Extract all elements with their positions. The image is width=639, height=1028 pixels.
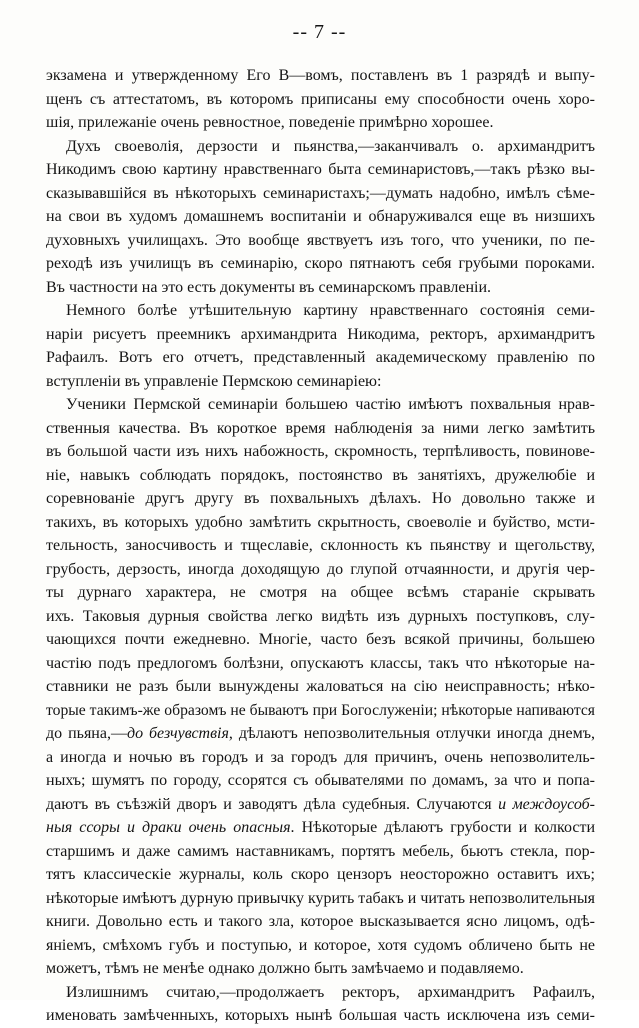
text-line <box>46 111 595 135</box>
page-number: -- 7 -- <box>292 21 347 43</box>
text-segment: торые такимъ-же образомъ не бываютъ при Богослуженіи; нѣкоторые напиваются <box>46 701 595 719</box>
text-line <box>46 863 595 887</box>
text-segment: чающихся почти ежедневно. Многіе, часто безъ всякой причины, большею <box>46 631 595 648</box>
text-line <box>46 299 595 323</box>
text-line <box>46 393 595 417</box>
text-line <box>46 652 595 676</box>
text-line <box>46 793 595 817</box>
text-segment: Рафаилъ. Вотъ его отчетъ, представленный академическому правленію по <box>46 349 595 366</box>
text-line <box>46 487 595 511</box>
text-line <box>46 370 595 394</box>
text-segment: до пьяна,— <box>46 725 127 742</box>
text-segment: а иногда и ночью въ городъ и за городъ для причинъ, очень непозволитель- <box>46 748 595 766</box>
text-line <box>46 957 595 981</box>
text-line <box>46 769 595 793</box>
text-segment: даютъ въ съѣзжій дворъ и заводятъ дѣла судебныя. Случаются <box>46 795 499 813</box>
text-segment: Немного болѣе утѣшительную картину нравственнаго состоянія семи- <box>66 302 595 319</box>
text-segment: щенъ съ аттестатомъ, въ которомъ приписаны ему способности очень хоро- <box>46 90 595 108</box>
text-line <box>46 746 595 770</box>
italic-text: до безчувствія <box>126 725 229 742</box>
text-segment: ставники не разъ были вынуждены жаловаться на сію неисправность; нѣко- <box>46 678 595 695</box>
text-segment: ныхъ; шумятъ по городу, ссорятся съ обывателями по домамъ, за что и попа- <box>46 772 595 789</box>
text-line <box>46 158 595 182</box>
text-line <box>46 675 595 699</box>
text-segment: ніе, навыкъ соблюдать порядокъ, постоянство въ занятіяхъ, дружелюбіе и <box>46 466 595 484</box>
text-segment: Никодимъ свою картину нравственнаго быта семинаристовъ,—такъ рѣзко вы- <box>46 161 595 178</box>
text-line <box>46 581 595 605</box>
text-line <box>46 722 595 746</box>
text-segment: шія, прилежаніе очень ревностное, поведеніе примѣрно хорошее. <box>46 114 494 131</box>
text-segment: Духъ своеволія, дерзости и пьянства,—заканчивалъ о. архимандритъ <box>66 137 595 155</box>
text-line <box>46 88 595 112</box>
text-segment: реходѣ изъ училищъ въ семинарію, скоро пятнаютъ себя грубыми пороками. <box>46 255 595 272</box>
text-segment: ственныя качества. Въ короткое время наблюденія за ними легко замѣтить <box>46 419 595 437</box>
text-line <box>46 699 595 723</box>
text-segment: частію подъ предлогомъ болѣзни, опускаютъ классы, такъ что нѣкоторые на- <box>46 654 595 672</box>
text-segment: старшимъ и даже самимъ наставникамъ, портятъ мебель, бьютъ стекла, пор- <box>46 842 595 860</box>
text-segment: Излишнимъ считаю,—продолжаетъ ректоръ, архимандритъ Рафаилъ, <box>66 983 595 1001</box>
text-segment: , дѣлаютъ непозволительныя отлучки иногда днемъ, <box>228 725 595 742</box>
text-line <box>46 840 595 864</box>
text-line <box>46 440 595 464</box>
text-segment: экзамена и утвержденному Его В—вомъ, поставленъ въ 1 разрядѣ и выпу- <box>46 67 595 84</box>
text-line <box>46 511 595 535</box>
text-line <box>46 135 595 159</box>
text-segment: яніемъ, смѣхомъ губъ и поступью, и которое, хотя судомъ обличено быть не <box>46 936 595 954</box>
text-segment: ты дурнаго характера, не смотря на общее всѣмъ стараніе скрывать <box>46 584 595 601</box>
text-line <box>46 252 595 276</box>
text-line <box>46 1004 595 1028</box>
text-segment: наріи рисуетъ преемникъ архимандрита Никодима, ректоръ, архимандритъ <box>46 325 595 343</box>
text-line <box>46 558 595 582</box>
text-segment: можетъ, тѣмъ не менѣе однако должно быть замѣчаемо и подавляемо. <box>46 960 524 977</box>
text-segment: ихъ. Таковыя дурныя свойства легко видѣть изъ дурныхъ поступковъ, слу- <box>46 607 595 625</box>
text-line <box>46 534 595 558</box>
text-segment: книги. Довольно есть и такого зла, которое высказывается ясно лицомъ, одѣ- <box>46 913 595 930</box>
text-segment: такихъ, въ которыхъ удобно замѣтить скрытность, своеволіе и буйство, мсти- <box>46 513 595 531</box>
text-line <box>46 417 595 441</box>
text-line <box>46 605 595 629</box>
text-segment: сказывавшійся въ нѣкоторыхъ семинаристахъ;—думать надобно, имѣлъ сѣме- <box>46 184 595 202</box>
text-segment: нѣкоторые имѣютъ дурную привычку курить табакъ и читать непозволительныя <box>46 889 595 907</box>
text-line <box>46 64 595 88</box>
text-line <box>46 910 595 934</box>
text-segment: вступленіи въ управленіе Пермскою семинаріею: <box>46 372 382 390</box>
text-line <box>46 816 595 840</box>
text-line <box>46 981 595 1005</box>
text-segment: Въ частности на это есть документы въ семинарскомъ правленіи. <box>46 278 492 296</box>
italic-text: ныя ссоры и драки очень опасныя <box>46 819 291 836</box>
text-segment: на свои въ худомъ домашнемъ воспитаніи и обнаруживался еще въ низшихъ <box>46 208 595 225</box>
text-segment: соревнованіе другъ другу въ похвальныхъ дѣлахъ. Но довольно также и <box>46 490 595 507</box>
text-line <box>46 346 595 370</box>
body-text <box>46 64 595 1028</box>
text-segment: Ученики Пермской семинаріи большею частію имѣютъ похвальныя нрав- <box>66 396 595 413</box>
text-line <box>46 276 595 300</box>
text-segment: духовныхъ училищахъ. Это вообще явствуетъ изъ того, что ученики, по пе- <box>46 231 595 249</box>
text-segment: тятъ классическіе журналы, коль скоро цензоръ неосторожно оставитъ ихъ; <box>46 866 595 883</box>
text-line <box>46 205 595 229</box>
text-line <box>46 887 595 911</box>
text-line <box>46 464 595 488</box>
text-segment: . Нѣкоторые дѣлаютъ грубости и колкости <box>290 819 595 836</box>
text-segment: тельность, заносчивость и тщеславіе, склонность къ пьянству и щегольству, <box>46 537 595 554</box>
text-line <box>46 323 595 347</box>
text-segment: грубость, дерзость, иногда доходящую до глупой отчаянности, и другія чер- <box>46 560 595 578</box>
text-line <box>46 229 595 253</box>
text-line <box>46 182 595 206</box>
text-line <box>46 628 595 652</box>
text-line <box>46 934 595 958</box>
italic-text: и междоусоб- <box>498 795 595 813</box>
text-segment: именовать замѣченныхъ, которыхъ нынѣ большая часть исключена изъ семи- <box>46 1007 595 1024</box>
text-segment: въ большой части изъ нихъ набожность, скромность, терпѣливость, повинове- <box>46 443 595 460</box>
